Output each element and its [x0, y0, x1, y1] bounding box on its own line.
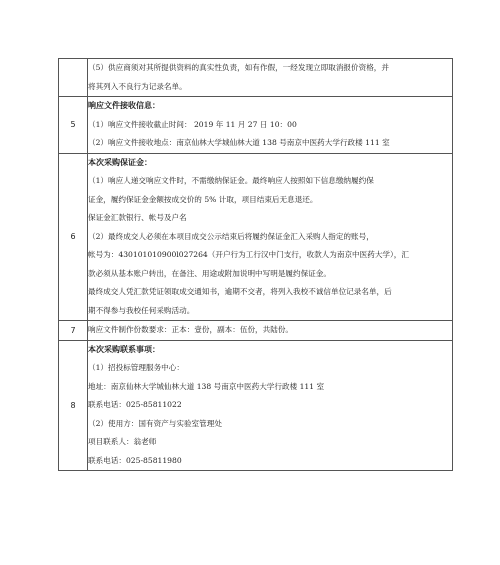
content-line: （1）响应人递交响应文件时，不需缴纳保证金。最终响应人按照如下信息缴纳履约保: [88, 176, 374, 185]
content-line: 款必须从基本账户转出，在备注、用途或附加说明中写明是履约保证金。: [88, 268, 331, 278]
section-heading: 本次采购保证金：: [88, 157, 152, 167]
content-line: 期不得参与我校任何采购活动。: [88, 305, 195, 315]
table-row: [59, 340, 453, 471]
content-line: （2）最终成交人必须在本项目成交公示结束后将履约保证金汇入采购人指定的账号，: [88, 231, 374, 241]
content-line: 联系电话：025-85811980: [88, 455, 182, 465]
content-line: 响应文件制作份数要求：正本：壹份，副本：伍份，共陆份。: [88, 325, 294, 334]
row-content: [88, 321, 453, 341]
content-line: 保证金汇款银行、帐号及户名: [88, 213, 187, 222]
row-content: [88, 97, 453, 154]
table-row: [59, 97, 453, 154]
content-line: （5）供应商须对其所提供资料的真实性负责，如有作假，一经发现立即取消报价资格，并: [88, 63, 389, 72]
row-content: [88, 59, 453, 97]
section-heading: 本次采购联系事项：: [88, 344, 160, 354]
row-content: [88, 340, 453, 471]
row-number: 8: [59, 340, 88, 471]
content-line: 帐号为：430101010900l027264（开户行为工行汉中门支行，收款人为南京中医药大学），汇: [88, 250, 409, 259]
row-number: 7: [59, 321, 88, 341]
table-row: [59, 321, 453, 341]
table-row: [59, 153, 453, 321]
row-number: 5: [59, 97, 88, 154]
row-number: [59, 59, 88, 97]
section-heading: 响应文件接收信息：: [88, 101, 160, 110]
row-number: 6: [59, 153, 88, 321]
content-line: 地址：南京仙林大学城仙林大道 138 号南京中医药大学行政楼 111 室: [88, 381, 325, 391]
procurement-info-table: [58, 58, 453, 471]
content-line: （1）响应文件接收截止时间： 2019 年 11 月 27 日 10：00: [88, 119, 297, 129]
content-line: （2）使用方：国有资产与实验室管理处: [88, 418, 222, 428]
content-line: 证金，履约保证金金额按成交价的 5% 计取，项目结束后无息退还。: [88, 194, 318, 204]
content-line: 将其列入不良行为记录名单。: [88, 81, 187, 91]
content-line: 最终成交人凭汇款凭证领取成交通知书，逾期不交者，将列入我校不诚信单位记录名单，后: [88, 287, 392, 296]
content-line: 项目联系人：翁老师: [88, 437, 157, 446]
content-line: （2）响应文件接收地点：南京仙林大学城仙林大道 138 号南京中医药大学行政楼 111 室: [88, 138, 390, 147]
table-row: [59, 59, 453, 97]
row-content: [88, 153, 453, 321]
content-line: （1）招投标管理服务中心：: [88, 363, 184, 372]
content-line: 联系电话：025-85811022: [88, 400, 182, 409]
